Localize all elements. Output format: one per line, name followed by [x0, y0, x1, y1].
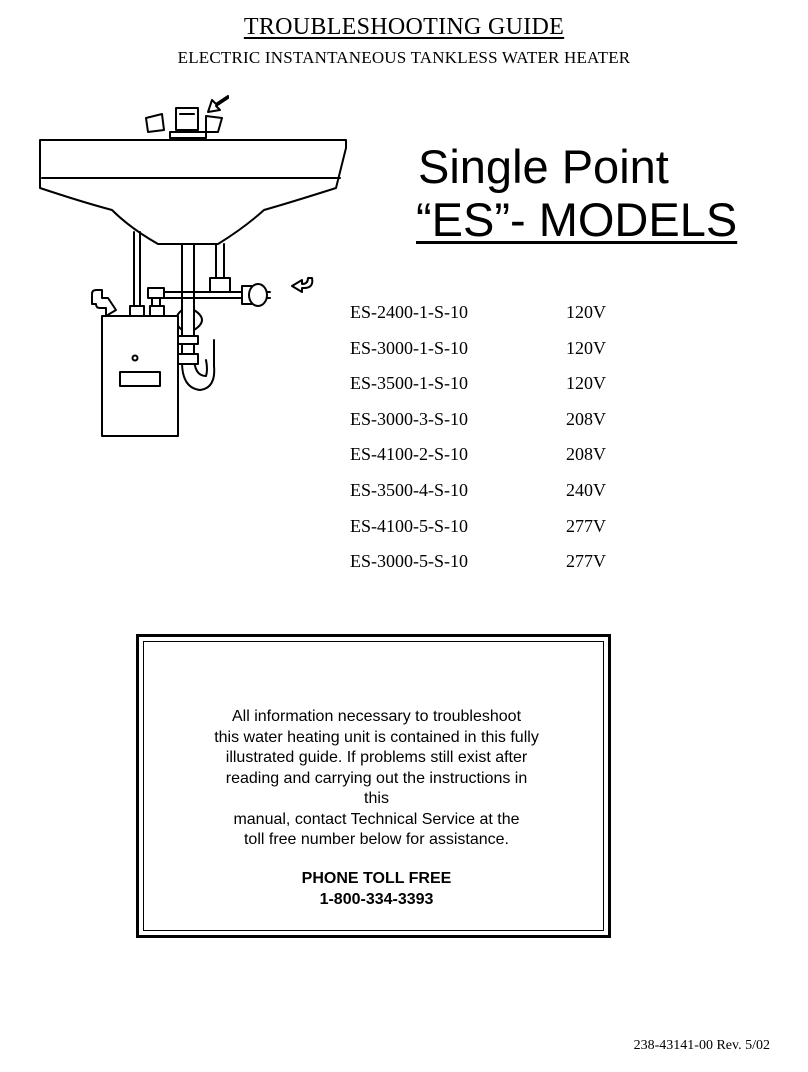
- model-name: ES-3000-3-S-10: [350, 408, 468, 429]
- model-voltage: 277V: [566, 551, 606, 572]
- model-voltage: 277V: [566, 515, 606, 536]
- model-row: [350, 407, 650, 443]
- model-voltage: 120V: [566, 373, 606, 394]
- model-row: [350, 549, 650, 585]
- info-line: reading and carrying out the instructions in: [225, 769, 528, 787]
- document-number: 238-43141-00 Rev. 5/02: [633, 1038, 770, 1053]
- model-series-name-text: “ES”- MODELS: [416, 193, 738, 246]
- model-voltage: 208V: [566, 408, 606, 429]
- arrow-icon: [292, 278, 312, 292]
- model-name: ES-4100-2-S-10: [350, 444, 468, 465]
- arrow-icon: [92, 290, 116, 316]
- model-voltage: 120V: [566, 302, 606, 322]
- model-series-heading: Single Point: [418, 140, 669, 193]
- model-list: [350, 300, 650, 585]
- document-title: TROUBLESHOOTING GUIDE: [243, 14, 565, 40]
- info-line: toll free number below for assistance.: [243, 831, 509, 848]
- model-series-name: [416, 195, 737, 245]
- model-row: [350, 514, 650, 550]
- model-name: ES-3000-1-S-10: [350, 337, 468, 358]
- sink-illustration: [40, 140, 346, 244]
- info-box: [136, 634, 611, 938]
- info-line: All information necessary to troubleshoot: [231, 708, 522, 725]
- model-voltage: 120V: [566, 337, 606, 358]
- model-row: [350, 336, 650, 372]
- info-line: this water heating unit is contained in this fully: [214, 728, 539, 746]
- info-line: this: [364, 790, 389, 807]
- arrow-icon: [208, 96, 228, 112]
- phone-number: 1-800-334-3393: [319, 891, 434, 908]
- model-name: ES-4100-5-S-10: [350, 515, 468, 536]
- phone-label: PHONE TOLL FREE: [301, 870, 452, 887]
- sink-water-heater-illustration: [30, 92, 350, 442]
- model-name: ES-3000-5-S-10: [350, 551, 468, 572]
- document-subtitle: ELECTRIC INSTANTANEOUS TANKLESS WATER HEATER: [177, 48, 631, 67]
- model-name: ES-3500-4-S-10: [350, 479, 468, 500]
- model-voltage: 208V: [566, 444, 606, 465]
- drain-pipe-illustration: [176, 244, 214, 390]
- water-heater-unit-illustration: [102, 316, 178, 436]
- model-name: ES-2400-1-S-10: [350, 302, 468, 322]
- model-name: ES-3500-1-S-10: [350, 373, 468, 394]
- info-line: illustrated guide. If problems still exist after: [225, 749, 528, 766]
- model-row: [350, 478, 650, 514]
- model-row: [350, 442, 650, 478]
- model-row: [350, 300, 650, 336]
- info-line: manual, contact Technical Service at the: [233, 810, 520, 828]
- model-row: [350, 371, 650, 407]
- info-text: [139, 707, 614, 851]
- model-voltage: 240V: [566, 479, 606, 500]
- supply-valve-illustration: [158, 244, 270, 306]
